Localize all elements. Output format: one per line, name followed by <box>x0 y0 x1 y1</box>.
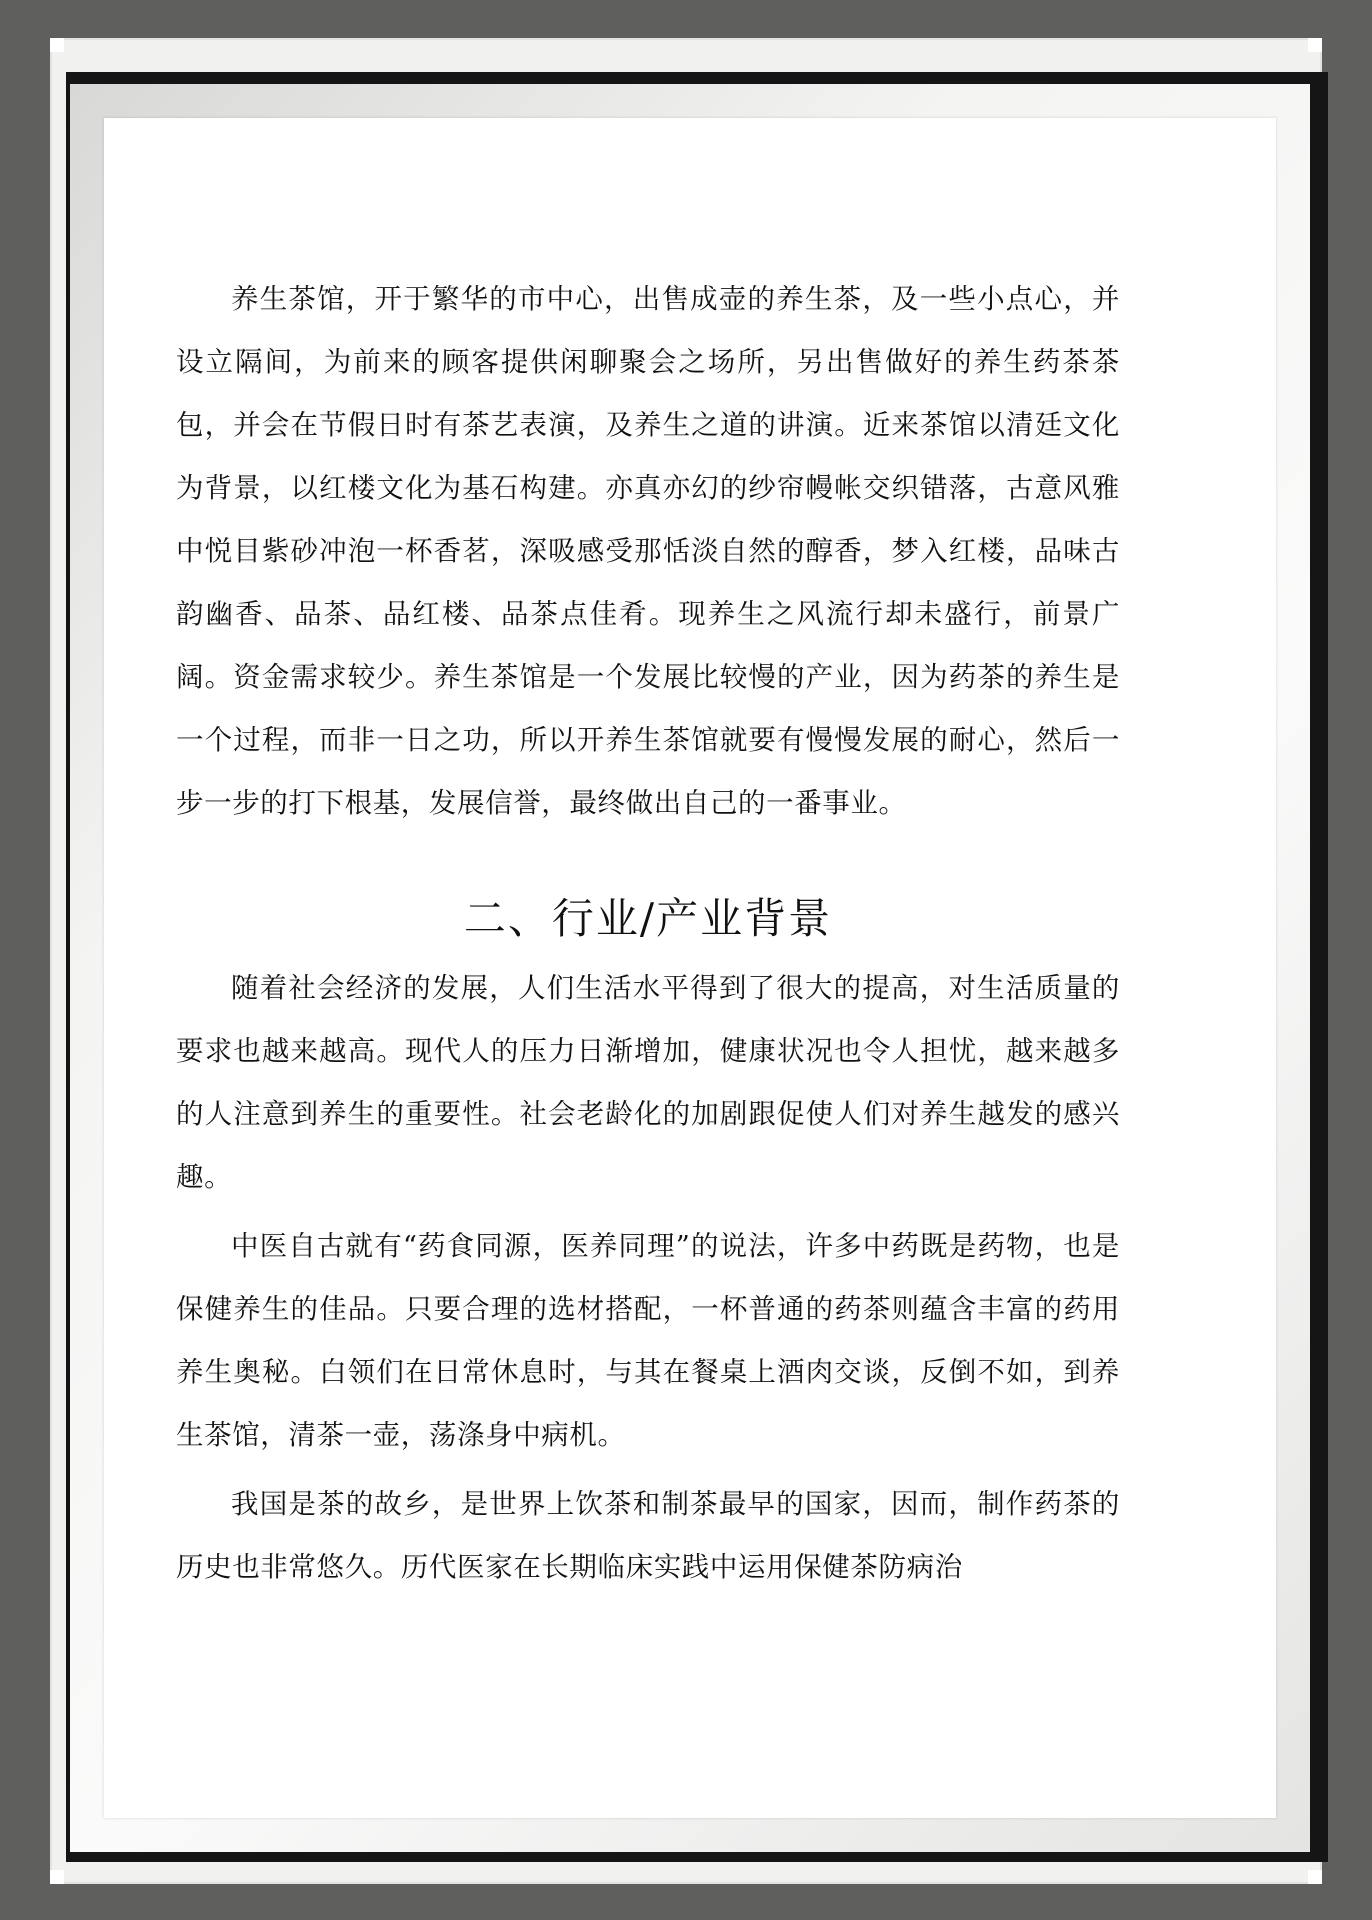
frame-corner <box>50 1870 64 1884</box>
section-heading: 二、行业/产业背景 <box>463 894 833 943</box>
document-page <box>104 118 1276 1818</box>
frame-corner <box>1308 38 1322 52</box>
body-paragraph-3: 我国是茶的故乡，是世界上饮茶和制茶最早的国家，因而，制作药茶的历史也非常悠久。历代医家在长期临床实践中运用保健茶防病治 <box>176 1488 1120 1583</box>
body-paragraph-2: 中医自古就有“药食同源，医养同理”的说法，许多中药既是药物，也是保健养生的佳品。只要合理的选材搭配，一杯普通的药茶则蕴含丰富的药用养生奥秘。白领们在日常休息时，与其在餐桌上酒肉交谈，反倒不如，到养生茶馆，清茶一壶，荡涤身中病机。 <box>176 1230 1120 1451</box>
frame-corner <box>50 38 64 52</box>
body-paragraph-1: 随着社会经济的发展，人们生活水平得到了很大的提高，对生活质量的要求也越来越高。现代人的压力日渐增加，健康状况也令人担忧，越来越多的人注意到养生的重要性。社会老龄化的加剧跟促使人们对养生越发的感兴趣。 <box>176 972 1120 1193</box>
intro-paragraph: 养生茶馆，开于繁华的市中心，出售成壶的养生茶，及一些小点心，并设立隔间，为前来的顾客提供闲聊聚会之场所，另出售做好的养生药茶茶包，并会在节假日时有茶艺表演，及养生之道的讲演。近来茶馆以清廷文化为背景，以红楼文化为基石构建。亦真亦幻的纱帘幔帐交织错落，古意风雅中悦目紫砂冲泡一杯香茗，深吸感受那恬淡自然的醇香，梦入红楼，品味古韵幽香、品茶、品红楼、品茶点佳肴。现养生之风流行却未盛行，前景广阔。资金需求较少。养生茶馆是一个发展比较慢的产业，因为药茶的养生是一个过程，而非一日之功，所以开养生茶馆就要有慢慢发展的耐心，然后一步一步的打下根基，发展信誉，最终做出自己的一番事业。 <box>176 283 1120 819</box>
frame-corner <box>1308 1870 1322 1884</box>
document-body <box>176 268 1120 1599</box>
